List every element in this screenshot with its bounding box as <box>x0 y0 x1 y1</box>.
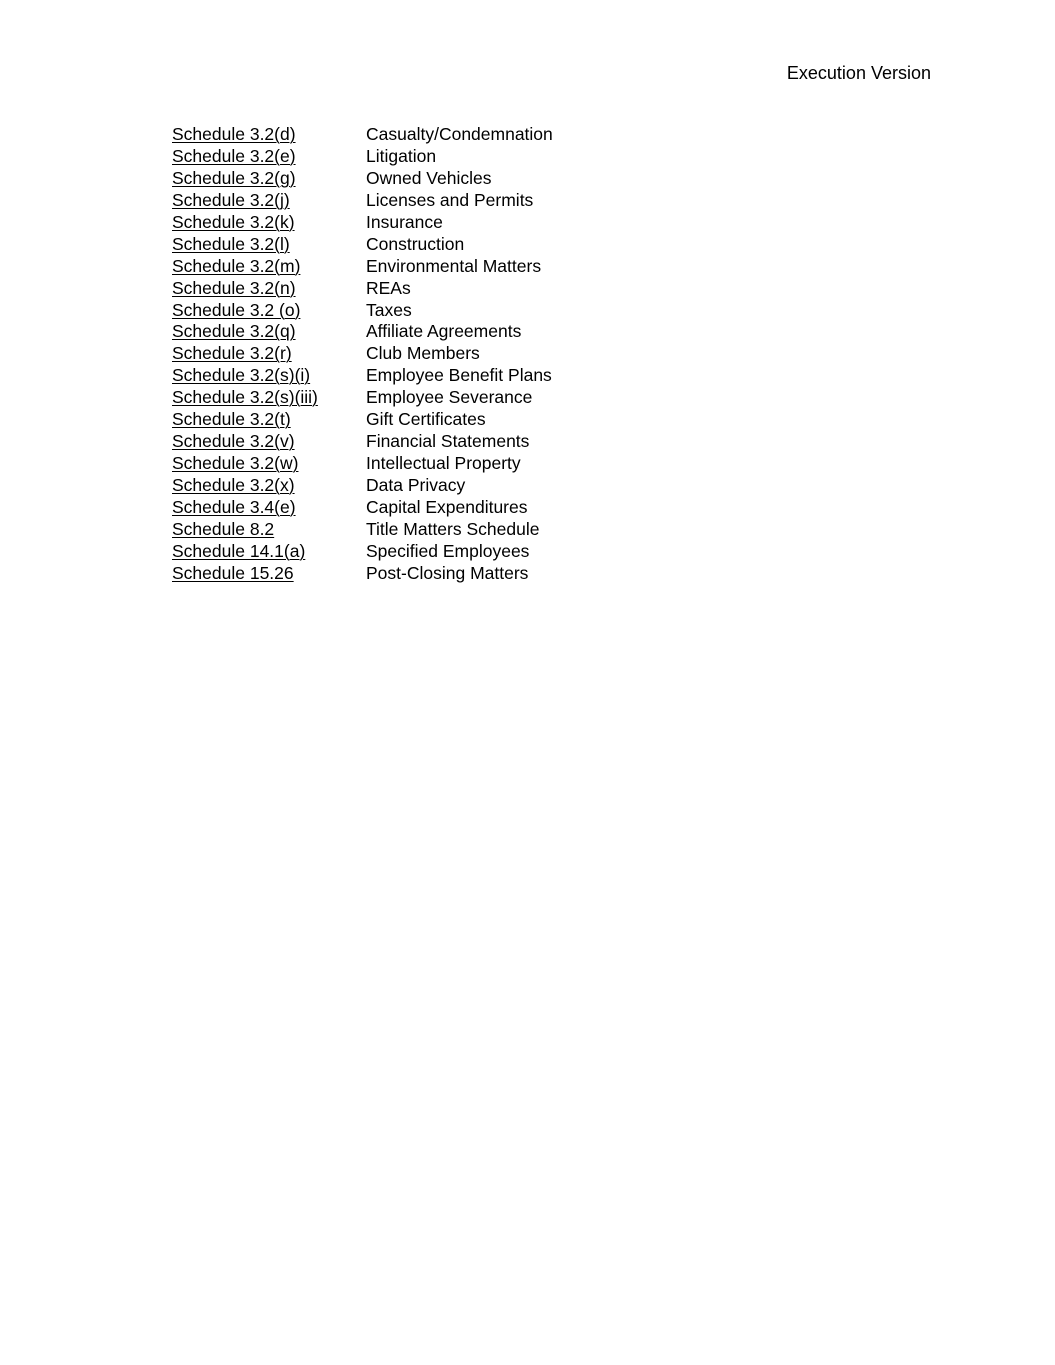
schedule-title: Employee Severance <box>366 387 533 408</box>
schedule-row <box>172 321 553 343</box>
schedule-list <box>172 124 553 585</box>
schedule-row <box>172 234 553 256</box>
schedule-reference: Schedule 3.2(t) <box>172 409 291 430</box>
schedule-row <box>172 168 553 190</box>
schedule-title: Data Privacy <box>366 475 466 495</box>
schedule-title: Capital Expenditures <box>366 496 528 517</box>
schedule-row <box>172 146 553 168</box>
schedule-title: Licenses and Permits <box>366 189 534 210</box>
schedule-row <box>172 300 553 322</box>
schedule-reference: Schedule 3.2(x) <box>172 475 295 495</box>
schedule-reference: Schedule 3.2 (o) <box>172 299 301 320</box>
schedule-reference: Schedule 3.2(s)(iii) <box>172 387 318 408</box>
schedule-row <box>172 124 553 146</box>
schedule-title: Intellectual Property <box>366 453 521 474</box>
schedule-reference: Schedule 3.2(d) <box>172 124 296 144</box>
schedule-title: Title Matters Schedule <box>366 518 540 539</box>
schedule-title: Employee Benefit Plans <box>366 365 552 386</box>
schedule-row <box>172 409 553 431</box>
schedule-reference: Schedule 8.2 <box>172 518 275 539</box>
schedule-reference: Schedule 15.26 <box>172 562 294 583</box>
schedule-title: Insurance <box>366 211 443 232</box>
schedule-row <box>172 278 553 300</box>
schedule-reference: Schedule 3.2(r) <box>172 343 292 364</box>
schedule-row <box>172 541 553 563</box>
schedule-row <box>172 365 553 387</box>
schedule-row <box>172 343 553 365</box>
schedule-reference: Schedule 14.1(a) <box>172 540 306 561</box>
schedule-title: Financial Statements <box>366 431 530 452</box>
schedule-row <box>172 256 553 278</box>
execution-version-label: Execution Version <box>786 63 931 83</box>
schedule-title: Owned Vehicles <box>366 167 492 188</box>
schedule-reference: Schedule 3.2(m) <box>172 255 301 276</box>
schedule-reference: Schedule 3.2(l) <box>172 233 290 254</box>
schedule-row <box>172 190 553 212</box>
schedule-reference: Schedule 3.2(v) <box>172 431 295 452</box>
schedule-reference: Schedule 3.2(e) <box>172 145 296 166</box>
schedule-row <box>172 497 553 519</box>
schedule-row <box>172 212 553 234</box>
schedule-reference: Schedule 3.2(j) <box>172 189 290 210</box>
schedule-row <box>172 519 553 541</box>
schedule-row <box>172 453 553 475</box>
schedule-row <box>172 563 553 585</box>
schedule-title: Post-Closing Matters <box>366 562 529 583</box>
schedule-reference: Schedule 3.4(e) <box>172 496 296 517</box>
schedule-reference: Schedule 3.2(s)(i) <box>172 365 311 386</box>
schedule-reference: Schedule 3.2(q) <box>172 321 296 342</box>
schedule-row <box>172 387 553 409</box>
schedule-row <box>172 475 553 497</box>
schedule-title: Casualty/Condemnation <box>366 124 553 144</box>
schedule-row <box>172 431 553 453</box>
schedule-title: Litigation <box>366 145 437 166</box>
schedule-title: Club Members <box>366 343 480 364</box>
schedule-reference: Schedule 3.2(n) <box>172 277 296 298</box>
schedule-reference: Schedule 3.2(k) <box>172 211 295 232</box>
schedule-title: REAs <box>366 277 411 298</box>
schedule-reference: Schedule 3.2(g) <box>172 167 296 188</box>
schedule-title: Specified Employees <box>366 540 530 561</box>
schedule-reference: Schedule 3.2(w) <box>172 453 299 474</box>
schedule-title: Gift Certificates <box>366 409 486 430</box>
schedule-title: Construction <box>366 233 465 254</box>
schedule-title: Taxes <box>366 299 412 320</box>
schedule-title: Environmental Matters <box>366 255 542 276</box>
schedule-title: Affiliate Agreements <box>366 321 522 342</box>
